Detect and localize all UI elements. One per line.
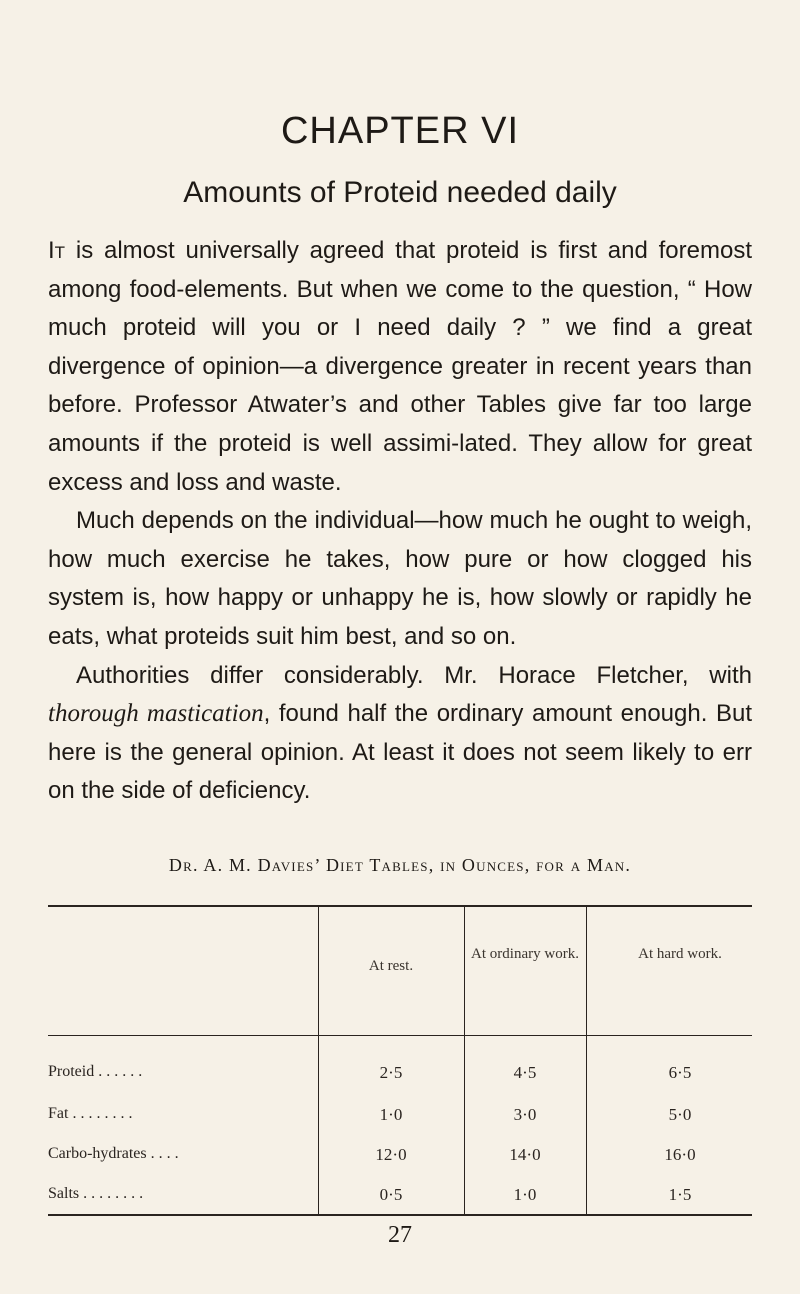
diet-table <box>48 905 752 1215</box>
column-header-ordinary: At ordinary work. <box>471 946 579 962</box>
table-cell: 3·0 <box>513 1105 537 1124</box>
paragraph-3-text-a: Authorities differ considerably. Mr. Horace Fletcher, with <box>76 661 752 689</box>
table-caption: Dr. A. M. Davies’ Diet Tables, in Ounces, for a Man. <box>168 855 632 875</box>
section-title: Amounts of Proteid needed daily <box>183 176 617 209</box>
table-cell: 1·5 <box>668 1185 692 1204</box>
paragraph-1-text: is almost universally agreed that proteid is first and foremost among food-elements. But when we come to the question, “ How much proteid will you or I need daily ? ” we find a great divergence of opinion—a divergence greater in recent years than before. Professor Atwater’s and other Tables give far too large amounts if the proteid is well assimi-lated. They allow for great excess and loss and waste. <box>48 237 752 496</box>
table-cell: 6·5 <box>668 1063 692 1082</box>
column-divider <box>586 905 587 1215</box>
row-label: Proteid . . . . . . <box>48 1063 143 1080</box>
row-label: Carbo-hydrates . . . . <box>48 1145 179 1162</box>
table-cell: 14·0 <box>509 1145 541 1164</box>
paragraph-3-text-b: , found half the ordinary amount enough. But here is the general opinion. At least it does not seem likely to err on the side of deficiency. <box>48 700 752 805</box>
row-label: Fat . . . . . . . . <box>48 1105 133 1122</box>
table-cell: 1·0 <box>379 1105 403 1124</box>
italic-phrase: thorough mastication <box>48 700 264 728</box>
column-header-hard: At hard work. <box>638 946 722 962</box>
table-bottom-rule <box>48 1214 752 1216</box>
table-cell: 0·5 <box>379 1185 403 1204</box>
chapter-heading: CHAPTER VI <box>280 110 520 152</box>
paragraph-3 <box>48 657 752 811</box>
drop-word: It <box>48 237 66 264</box>
table-cell: 1·0 <box>513 1185 537 1204</box>
paragraph-1 <box>48 232 752 502</box>
body-text <box>48 232 752 811</box>
table-cell: 5·0 <box>668 1105 692 1124</box>
table-cell: 12·0 <box>375 1145 407 1164</box>
page-number: 27 <box>388 1222 412 1248</box>
table-header-rule <box>48 1035 752 1036</box>
column-header-rest: At rest. <box>368 958 414 974</box>
row-label: Salts . . . . . . . . <box>48 1185 144 1202</box>
table-cell: 2·5 <box>379 1063 403 1082</box>
paragraph-2: Much depends on the individual—how much he ought to weigh, how much exercise he takes, how pure or how clogged his system is, how happy or unhappy he is, how slowly or rapidly he eats, what proteids suit him best, and so on. <box>48 507 752 650</box>
table-cell: 16·0 <box>664 1145 696 1164</box>
table-cell: 4·5 <box>513 1063 537 1082</box>
column-divider <box>318 905 319 1215</box>
table-top-rule <box>48 905 752 907</box>
column-divider <box>464 905 465 1215</box>
